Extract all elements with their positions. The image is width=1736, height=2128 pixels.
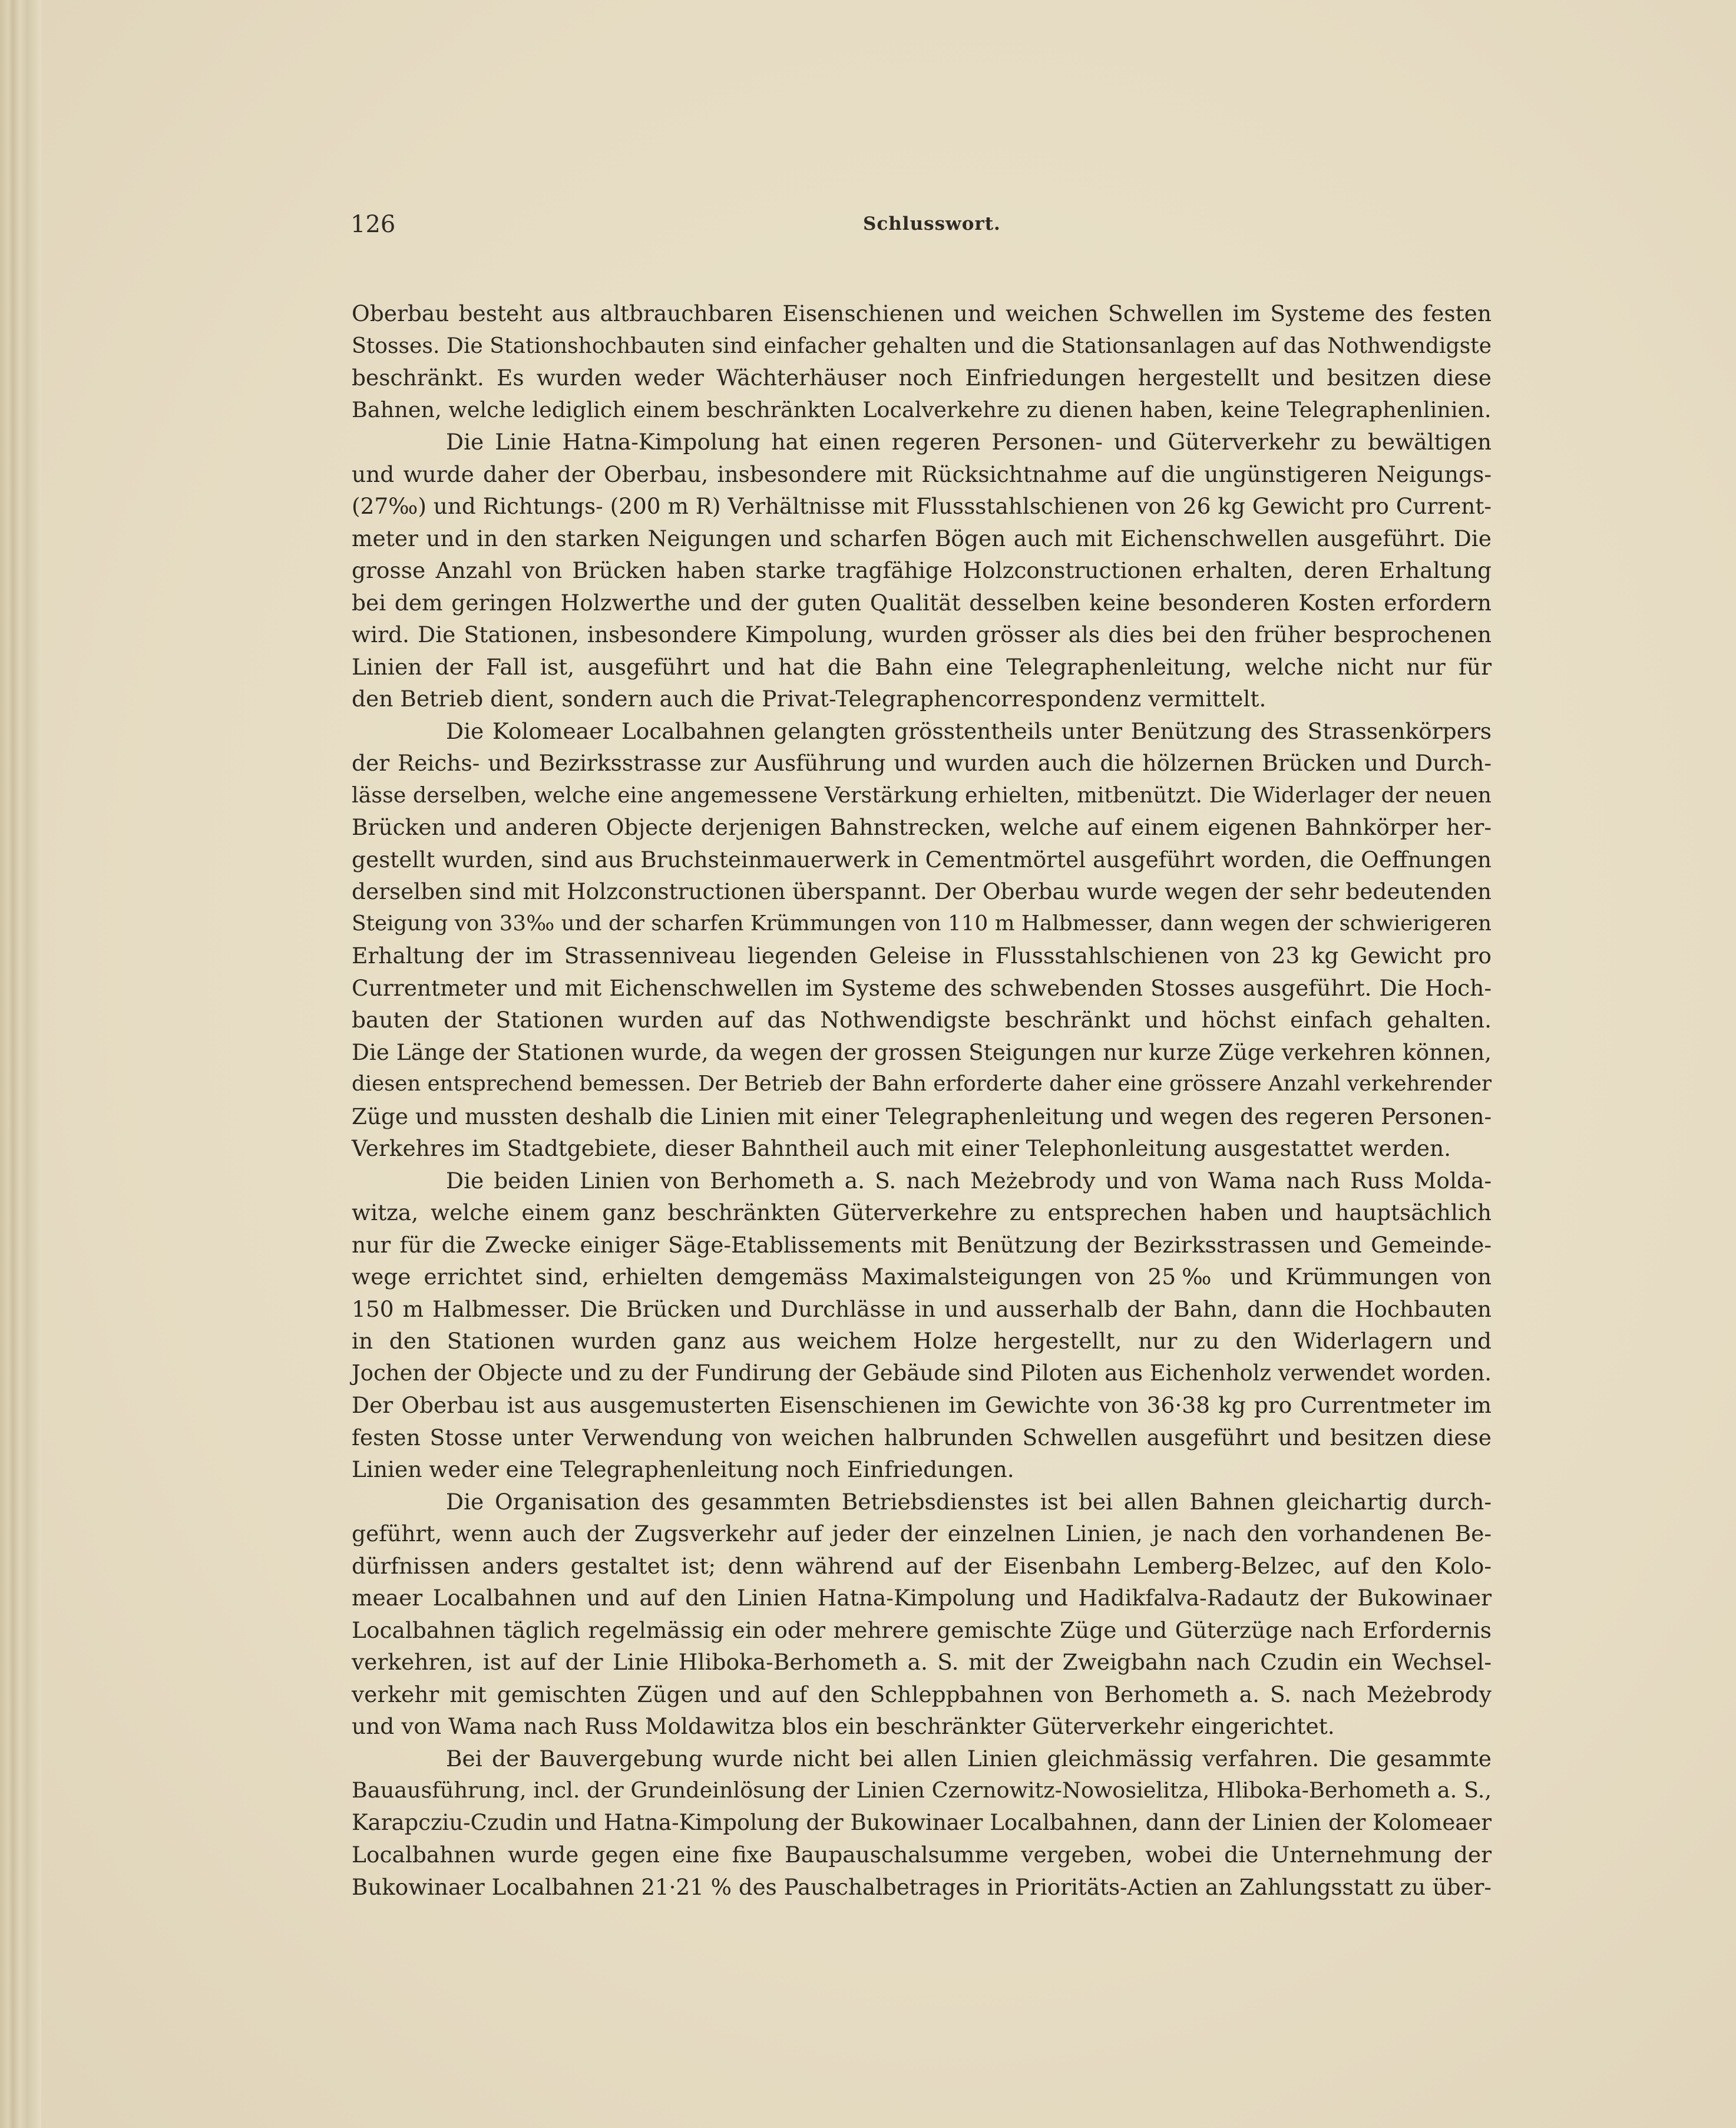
text-line: verkehren, ist auf der Linie Hliboka-Berhometh a. S. mit der Zweigbahn nach Czudin ein Wechsel- <box>352 1649 1492 1675</box>
text-line: Linien weder eine Telegraphenleitung noch Einfriedungen. <box>352 1456 1014 1482</box>
text-line: Localbahnen täglich regelmässig ein oder mehrere gemischte Züge und Güterzüge nach Erfordernis <box>352 1617 1492 1643</box>
text-line: Oberbau besteht aus altbrauchbaren Eisenschienen und weichen Schwellen im Systeme des festen <box>352 300 1492 326</box>
text-line: Bauausführung, incl. der Grundeinlösung der Linien Czernowitz-Nowosielitza, Hliboka-Berhometh a. S., <box>352 1777 1492 1803</box>
text-line: Die Kolomeaer Localbahnen gelangten grösstentheils unter Benützung des Strassenkörpers <box>446 718 1492 744</box>
text-line: Erhaltung der im Strassenniveau liegenden Geleise in Flussstahlschienen von 23 kg Gewicht pro <box>352 943 1492 969</box>
running-head <box>350 206 1490 247</box>
text-line: Die beiden Linien von Berhometh a. S. nach Meżebrody und von Wama nach Russ Molda- <box>446 1167 1492 1194</box>
page-binding-edge <box>0 0 41 2128</box>
text-line: dürfnissen anders gestaltet ist; denn während auf der Eisenbahn Lemberg-Belzec, auf den Kolo- <box>352 1552 1492 1579</box>
text-line: Bahnen, welche lediglich einem beschränkten Localverkehre zu dienen haben, keine Telegraphenlinien. <box>352 396 1492 422</box>
text-line: lässe derselben, welche eine angemessene Verstärkung erhielten, mitbenützt. Die Widerlager der neuen <box>352 782 1492 808</box>
text-line: grosse Anzahl von Brücken haben starke tragfähige Holzconstructionen erhalten, deren Erhaltung <box>352 557 1492 583</box>
text-line: meaer Localbahnen und auf den Linien Hatna-Kimpolung und Hadikfalva-Radautz der Bukowinaer <box>352 1585 1492 1611</box>
text-line: geführt, wenn auch der Zugsverkehr auf jeder der einzelnen Linien, je nach den vorhandenen Be- <box>352 1521 1492 1547</box>
text-line: Currentmeter und mit Eichenschwellen im Systeme des schwebenden Stosses ausgeführt. Die Hoch- <box>352 974 1492 1001</box>
text-line: wege errichtet sind, erhielten demgemäss Maximalsteigungen von 25‰ und Krümmungen von <box>352 1264 1492 1290</box>
text-line: Die Organisation des gesammten Betriebsdienstes ist bei allen Bahnen gleichartig durch- <box>446 1488 1492 1515</box>
text-line: verkehr mit gemischten Zügen und auf den Schleppbahnen von Berhometh a. S. nach Meżebrody <box>352 1681 1492 1707</box>
text-line: (27‰) und Richtungs- (200 m R) Verhältnisse mit Flussstahlschienen von 26 kg Gewicht pro Current- <box>352 493 1492 519</box>
text-line: Brücken und anderen Objecte derjenigen Bahnstrecken, welche auf einem eigenen Bahnkörper her- <box>352 814 1492 840</box>
text-line: diesen entsprechend bemessen. Der Betrieb der Bahn erforderte daher eine grössere Anzahl verkehrender <box>352 1072 1492 1096</box>
text-line: meter und in den starken Neigungen und scharfen Bögen auch mit Eichenschwellen ausgeführt. Die <box>352 525 1492 551</box>
text-line: Der Oberbau ist aus ausgemusterten Eisenschienen im Gewichte von 36·38 kg pro Currentmeter im <box>352 1392 1492 1418</box>
page-number: 126 <box>350 211 396 238</box>
text-line: bauten der Stationen wurden auf das Nothwendigste beschränkt und höchst einfach gehalten. <box>352 1007 1492 1033</box>
body-text <box>352 298 1492 1903</box>
text-line: in den Stationen wurden ganz aus weichem Holze hergestellt, nur zu den Widerlagern und <box>352 1328 1492 1354</box>
text-line: Züge und mussten deshalb die Linien mit einer Telegraphenleitung und wegen des regeren Personen- <box>352 1103 1492 1129</box>
text-line: beschränkt. Es wurden weder Wächterhäuser noch Einfriedungen hergestellt und besitzen diese <box>352 365 1492 391</box>
text-line: den Betrieb dient, sondern auch die Privat-Telegraphencorrespondenz vermittelt. <box>352 686 1267 712</box>
text-line: Linien der Fall ist, ausgeführt und hat die Bahn eine Telegraphenleitung, welche nicht nur für <box>352 653 1492 680</box>
text-line: Jochen der Objecte und zu der Fundirung der Gebäude sind Piloten aus Eichenholz verwendet worden. <box>352 1360 1492 1386</box>
text-line: Stosses. Die Stationshochbauten sind einfacher gehalten und die Stationsanlagen auf das Nothwendigste <box>352 332 1492 358</box>
section-title: Schlusswort. <box>863 213 1001 234</box>
text-line: Die Länge der Stationen wurde, da wegen der grossen Steigungen nur kurze Züge verkehren können, <box>352 1039 1492 1065</box>
text-line: Steigung von 33‰ und der scharfen Krümmungen von 110 m Halbmesser, dann wegen der schwierigeren <box>352 911 1492 936</box>
text-line: Karapcziu-Czudin und Hatna-Kimpolung der Bukowinaer Localbahnen, dann der Linien der Kolomeaer <box>352 1809 1492 1835</box>
text-line: wird. Die Stationen, insbesondere Kimpolung, wurden grösser als dies bei den früher besprochenen <box>352 622 1492 647</box>
text-line: und von Wama nach Russ Moldawitza blos ein beschränkter Güterverkehr eingerichtet. <box>352 1713 1335 1739</box>
text-line: gestellt wurden, sind aus Bruchsteinmauerwerk in Cementmörtel ausgeführt worden, die Oeffnungen <box>352 846 1492 873</box>
text-line: derselben sind mit Holzconstructionen überspannt. Der Oberbau wurde wegen der sehr bedeutenden <box>352 878 1492 904</box>
text-line: Bukowinaer Localbahnen 21·21 % des Pauschalbetrages in Prioritäts-Actien an Zahlungsstatt zu über- <box>352 1873 1492 1900</box>
text-line: festen Stosse unter Verwendung von weichen halbrunden Schwellen ausgeführt und besitzen diese <box>352 1424 1492 1450</box>
text-line: Verkehres im Stadtgebiete, dieser Bahntheil auch mit einer Telephonleitung ausgestattet werden. <box>352 1135 1451 1161</box>
text-line: Localbahnen wurde gegen eine fixe Baupauschalsumme vergeben, wobei die Unternehmung der <box>352 1842 1492 1868</box>
text-line: bei dem geringen Holzwerthe und der guten Qualität desselben keine besonderen Kosten erfordern <box>352 589 1492 616</box>
text-line: und wurde daher der Oberbau, insbesondere mit Rücksichtnahme auf die ungünstigeren Neigungs- <box>352 461 1492 487</box>
text-line: witza, welche einem ganz beschränkten Güterverkehre zu entsprechen haben und hauptsächlich <box>352 1200 1492 1225</box>
text-line: 150 m Halbmesser. Die Brücken und Durchlässe in und ausserhalb der Bahn, dann die Hochbauten <box>352 1296 1492 1322</box>
text-line: Bei der Bauvergebung wurde nicht bei allen Linien gleichmässig verfahren. Die gesammte <box>446 1745 1492 1772</box>
text-line: der Reichs- und Bezirksstrasse zur Ausführung und wurden auch die hölzernen Brücken und Durch- <box>352 750 1492 776</box>
text-line: Die Linie Hatna-Kimpolung hat einen regeren Personen- und Güterverkehr zu bewältigen <box>446 429 1492 455</box>
text-line: nur für die Zwecke einiger Säge-Etablissements mit Benützung der Bezirksstrassen und Gemeinde- <box>352 1231 1492 1258</box>
